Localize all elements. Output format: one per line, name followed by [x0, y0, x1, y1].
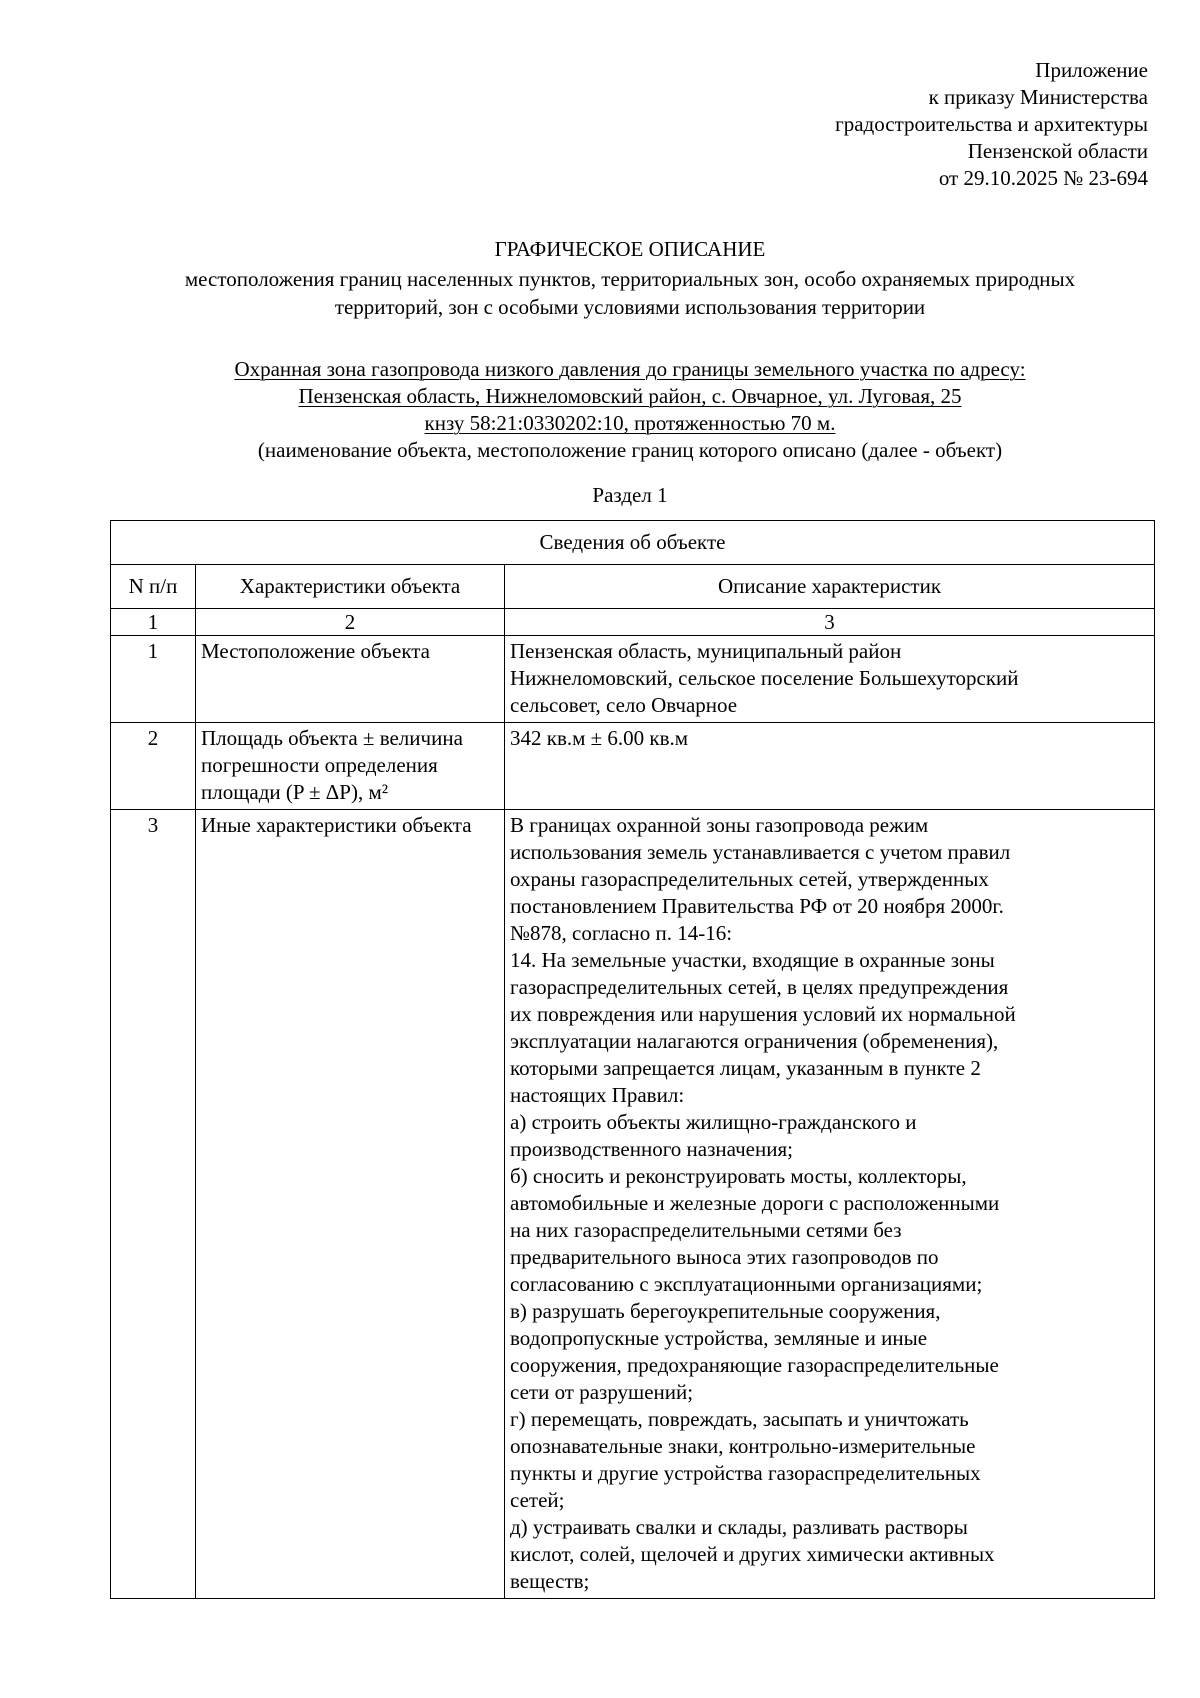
object-cadastral-line: кнзу 58:21:0330202:10, протяженностью 70 м. — [424, 411, 836, 435]
row-num: 3 — [111, 810, 196, 1599]
document-title: ГРАФИЧЕСКОЕ ОПИСАНИЕ — [494, 237, 766, 261]
row-characteristic: Местоположение объекта — [196, 636, 505, 723]
description-line: эксплуатации налагаются ограничения (обременения), — [510, 1029, 999, 1053]
subtitle-line: территорий, зон с особыми условиями использования территории — [334, 295, 926, 319]
section-title: Раздел 1 — [592, 483, 668, 507]
object-name-block — [100, 356, 1160, 464]
row-num: 1 — [111, 636, 196, 723]
row-num: 2 — [111, 723, 196, 810]
description-line: сетей; — [510, 1488, 565, 1512]
document-subtitle — [100, 265, 1160, 321]
appendix-order-date: от 29.10.2025 № 23-694 — [938, 166, 1148, 190]
row-characteristic: Иные характеристики объекта — [196, 810, 505, 1599]
row-characteristic — [196, 723, 505, 810]
description-line: на них газораспределительными сетями без — [510, 1218, 902, 1242]
header-description: Описание характеристик — [505, 565, 1155, 609]
appendix-block — [835, 57, 1148, 192]
table-row — [111, 636, 1155, 723]
object-name-line: Охранная зона газопровода низкого давления до границы земельного участка по адресу: — [234, 357, 1026, 381]
row-description — [505, 723, 1155, 810]
subtitle-line: местоположения границ населенных пунктов, территориальных зон, особо охраняемых природных — [184, 267, 1076, 291]
row-description — [505, 810, 1155, 1599]
description-line: Нижнеломовский, сельское поселение Большехуторский — [510, 666, 1019, 690]
object-info-table — [110, 520, 1155, 1599]
column-number: 1 — [111, 609, 196, 636]
description-line: 14. На земельные участки, входящие в охранные зоны — [510, 948, 995, 972]
row-description — [505, 636, 1155, 723]
column-number: 3 — [505, 609, 1155, 636]
description-line: В границах охранной зоны газопровода режим — [510, 813, 929, 837]
characteristic-line: Площадь объекта ± величина — [201, 726, 463, 750]
characteristic-line: площади (P ± ΔP), м² — [201, 780, 389, 804]
description-line: производственного назначения; — [510, 1137, 793, 1161]
description-line: Пензенская область, муниципальный район — [510, 639, 902, 663]
description-line: настоящих Правил: — [510, 1083, 685, 1107]
header-characteristic: Характеристики объекта — [196, 565, 505, 609]
description-line: газораспределительных сетей, в целях предупреждения — [510, 975, 1009, 999]
description-line: №878, согласно п. 14-16: — [510, 921, 733, 945]
description-line: автомобильные и железные дороги с расположенными — [510, 1191, 1000, 1215]
appendix-line: Приложение — [1035, 58, 1148, 82]
description-line: использования земель устанавливается с учетом правил — [510, 840, 1011, 864]
description-line: г) перемещать, повреждать, засыпать и уничтожать — [510, 1407, 969, 1431]
description-line: в) разрушать берегоукрепительные сооружения, — [510, 1299, 941, 1323]
description-line: веществ; — [510, 1569, 590, 1593]
characteristic-line: погрешности определения — [201, 753, 438, 777]
appendix-line: к приказу Министерства — [928, 85, 1148, 109]
description-line: б) сносить и реконструировать мосты, коллекторы, — [510, 1164, 967, 1188]
column-number: 2 — [196, 609, 505, 636]
description-line: пункты и другие устройства газораспределительных — [510, 1461, 981, 1485]
description-line: опознавательные знаки, контрольно-измерительные — [510, 1434, 976, 1458]
table-row — [111, 810, 1155, 1599]
description-line: водопропускные устройства, земляные и иные — [510, 1326, 928, 1350]
table-caption: Сведения об объекте — [111, 521, 1155, 565]
description-line: сельсовет, село Овчарное — [510, 693, 738, 717]
appendix-line: Пензенской области — [967, 139, 1148, 163]
description-line: д) устраивать свалки и склады, разливать растворы — [510, 1515, 968, 1539]
description-line: сети от разрушений; — [510, 1380, 694, 1404]
description-line: 342 кв.м ± 6.00 кв.м — [510, 726, 689, 750]
object-name-caption: (наименование объекта, местоположение границ которого описано (далее - объект) — [257, 438, 1003, 462]
object-address-line: Пензенская область, Нижнеломовский район, с. Овчарное, ул. Луговая, 25 — [298, 384, 962, 408]
table-row — [111, 723, 1155, 810]
description-line: которыми запрещается лицам, указанным в пункте 2 — [510, 1056, 981, 1080]
description-line: предварительного выноса этих газопроводов по — [510, 1245, 939, 1269]
description-line: постановлением Правительства РФ от 20 ноября 2000г. — [510, 894, 1004, 918]
description-line: кислот, солей, щелочей и других химически активных — [510, 1542, 995, 1566]
appendix-line: градостроительства и архитектуры — [835, 112, 1148, 136]
description-line: их повреждения или нарушения условий их нормальной — [510, 1002, 1016, 1026]
description-line: сооружения, предохраняющие газораспределительные — [510, 1353, 999, 1377]
description-line: охраны газораспределительных сетей, утвержденных — [510, 867, 989, 891]
description-line: согласованию с эксплуатационными организациями; — [510, 1272, 983, 1296]
description-line: а) строить объекты жилищно-гражданского и — [510, 1110, 917, 1134]
header-num: N п/п — [111, 565, 196, 609]
